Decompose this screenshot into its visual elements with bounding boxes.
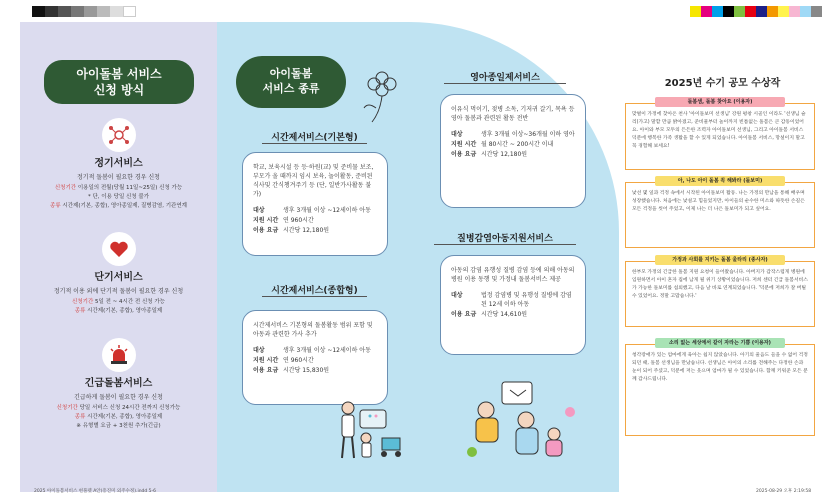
detail-row: [451, 130, 575, 139]
types-label: 종류: [50, 203, 61, 209]
color-bar-left: [32, 6, 136, 17]
entry-box: [625, 344, 815, 436]
illness-label: 질병감염아동지원서비스: [457, 234, 553, 244]
detail-row: [253, 226, 377, 235]
network-icon: [102, 118, 136, 152]
siren-icon: [102, 338, 136, 372]
detail-row: [253, 356, 377, 365]
service-period: [20, 404, 217, 413]
caregiver-babies-illustration: [462, 372, 582, 472]
combined-details: [253, 346, 377, 375]
infant-label: 영아종일제서비스: [470, 73, 540, 83]
entry-head: 돌봄샘, 돌봄 찾아요 (이용자): [655, 97, 785, 107]
types-value: 시간제(기본, 종합), 영아종일제, 질병감염, 기관연계: [60, 203, 187, 209]
service-period: [20, 184, 217, 193]
infant-desc: 이유식 먹이기, 젖병 소독, 기저귀 갈기, 목욕 등 영아 돌봄과 관련된 활동 전반: [451, 106, 575, 122]
detail-key: 대상: [451, 131, 463, 138]
detail-key: 이용 요금: [253, 367, 279, 374]
service-desc: 정기적 이용 외에 단기적 돌봄이 필요한 경우 신청: [53, 288, 184, 295]
basic-details: [253, 206, 377, 235]
mid-title-line1: 아이돌봄: [269, 67, 313, 80]
service-name: 긴급돌봄서비스: [84, 378, 153, 389]
entry-body: 낯선 몇 일과 걱정 속에서 시작된 아이돌보미 활동. 나는 가정의 만남을 통해 배우며 성장했습니다. 처음에는 낯설고 힘들었지만, 아이들의 순수한 미소와 따뜻한 손길은 모든 걱정을 씻어 주었고, 이제 나는 더 나은 돌보미가 되고 싶어요.: [632, 191, 805, 212]
detail-row: [451, 310, 575, 319]
entry-head: 가정과 사회를 지키는 돌봄 울타리 (종사자): [655, 255, 785, 265]
service-types: [20, 202, 217, 211]
detail-key: 대상: [451, 292, 463, 299]
detail-row: [253, 346, 377, 355]
service-desc: 긴급하게 돌봄이 필요한 경우 신청: [74, 394, 163, 401]
combined-desc: 시간제서비스 기본형의 돌봄활동 범위 포함 및 아동과 관련한 가사 추가: [253, 322, 373, 338]
combined-label: 시간제서비스(종합형): [271, 286, 358, 296]
service-period: [20, 298, 217, 307]
detail-key: 이용 요금: [253, 227, 279, 234]
contest-title: 2025년 수기 공모 수상작: [664, 78, 781, 89]
entry-box: [625, 261, 815, 327]
infant-underline: [444, 83, 566, 84]
detail-value: 생후 3개월 이상 ~12세이하 아동: [283, 207, 371, 214]
entry-box: [625, 182, 815, 248]
footer-right: 2025-08-29 오후 2:19:58: [756, 489, 812, 494]
service-desc: 정기적 돌봄이 필요한 경우 신청: [77, 174, 160, 181]
detail-row: [451, 291, 575, 309]
left-title-banner: [44, 60, 194, 104]
types-value: 시간제(기본, 종합), 영아종일제: [85, 414, 163, 420]
left-title-line1: 아이돌봄 서비스: [76, 67, 162, 81]
service-note: * 단, 이용 당일 신청 불가: [87, 194, 150, 200]
entry-body: 청각장애가 있는 엄마에게 육아는 쉽지 않았습니다. 아기의 울음도 들을 수 없어 걱정되던 때, 돌봄 선생님을 만났습니다. 선생님은 아이의 소리를 전해주는 다정한 손과 눈이 되어 주셨고, 덕분에 저는 웃으며 엄마가 될 수 있었습니다. 함께 키워준 모든 분께 감사드립니다.: [632, 353, 808, 382]
infant-card: [440, 94, 586, 208]
detail-key: 대상: [253, 347, 265, 354]
basic-desc: 학교, 보육시설 등 등·하원(교) 및 준비물 보조, 부모가 올 때까지 임시 보육, 놀이활동, 준비된 식사및 간식챙겨주기 등 (단, 일반가사활동 불가): [253, 164, 374, 198]
period-value: 당일 서비스 신청 24시간 전까지 신청가능: [77, 405, 181, 411]
entry-box: [625, 103, 815, 170]
detail-key: 대상: [253, 207, 265, 214]
detail-value: 생후 3개월 이상 ~12세이하 아동: [283, 347, 371, 354]
service-name: 정기서비스: [94, 158, 143, 169]
service-short: [20, 232, 217, 316]
detail-key: 지원 시간: [253, 217, 279, 224]
detail-key: 이용 요금: [451, 311, 477, 318]
service-name: 단기서비스: [94, 272, 143, 283]
detail-row: [451, 150, 575, 159]
detail-key: 지원 시간: [253, 357, 279, 364]
service-types: [20, 413, 217, 422]
combined-underline: [262, 296, 367, 297]
heart-hand-icon: [102, 232, 136, 266]
detail-value: 연 960시간: [283, 217, 314, 224]
illness-underline: [434, 244, 576, 245]
detail-row: [253, 216, 377, 225]
basic-underline: [262, 143, 367, 144]
types-label: 종류: [74, 308, 86, 314]
detail-key: 이용 요금: [451, 151, 477, 158]
period-label: 신청기간: [56, 405, 78, 411]
mid-title-banner: [236, 56, 346, 108]
detail-key: 지원 시간: [451, 141, 477, 148]
period-label: 신청기간: [54, 185, 77, 191]
illness-details: [451, 291, 575, 319]
illness-card: [440, 255, 586, 355]
entry-body: 맞벌이 가정에 찾아온 천사 '아이돌보미 선생님' 강원 평창 시골인 이라도 '선생님 슬리(가고) 말할 만큼 밝아졌고, 준비물부터 놀이까지 빈틈없는 돌봄은 큰 감동이었어요. 아이와 부모 모두의 든든한 조력자 아이돌보미 선생님, 그리고 아이돌봄 서비스 덕분에 행복한 가족 생활을 할 수 있게 되었습니다. 아이돌봄 서비스, 망설이지 말고 꼭 경험해 보세요!: [632, 112, 806, 149]
footer-left: 2025 아이돌봄서비스 현풀렛 A안(흥진미 외주수정).indd 5-6: [34, 489, 157, 494]
service-emergency: [20, 338, 217, 431]
types-value: 시간제(기본, 종합), 영아종일제: [85, 308, 163, 314]
period-value: 이용일의 전월(당월 11일~25일) 신청 가능: [76, 185, 183, 191]
entry-body: 한부모 가정의 긴급한 돌봄 지원 요청이 들어왔습니다. 아버지가 갑작스럽게 병원에 입원하면서 아이 혼자 집에 남게 될 위기 상황이었습니다. 저희 센터 긴급 돌봄서비스가 가능한 돌보미를 섭외했고, 다음 날 바로 연계되었습니다. '덕분에 저희가 잘 버틸 수 있었어요. 정말 고맙습니다.': [632, 270, 808, 299]
detail-value: 시간당 14,610원: [481, 311, 528, 318]
flower-icon: [352, 62, 422, 132]
service-extra-fee: ※ 유형별 요금 + 3천원 추가(긴급): [76, 423, 161, 429]
illness-desc: 아동의 감염 유행성 질병 감염 등에 의해 아동의 병원 이용 동행 및 가정내 돌봄서비스 제공: [451, 267, 575, 283]
infant-details: [451, 130, 575, 159]
types-label: 종류: [74, 414, 86, 420]
detail-value: 시간당 12,180원: [481, 151, 528, 158]
family-stroller-illustration: [330, 388, 410, 478]
detail-row: [451, 140, 575, 149]
detail-value: 시간당 15,830원: [283, 367, 330, 374]
service-types: [20, 307, 217, 316]
service-regular: [20, 118, 217, 211]
basic-label: 시간제서비스(기본형): [271, 133, 358, 143]
period-value: 5일 전 ~ 4시간 전 신청 가능: [93, 299, 165, 305]
color-bar-right: [690, 6, 822, 17]
detail-value: 법정 감염병 및 유행성 질병에 감염된 12세 이하 아동: [481, 292, 572, 308]
period-label: 신청기간: [72, 299, 94, 305]
entry-head: 아, 나도 아이 돌봄 꼭 해봐라 (돌보미): [655, 176, 785, 186]
detail-value: 생후 3개월 이상~36개월 이하 영아: [481, 131, 575, 138]
entry-head: 소리 없는 세상에서 같이 자라는 기쁨 (이용자): [655, 338, 785, 348]
detail-row: [253, 366, 377, 375]
detail-value: 시간당 12,180원: [283, 227, 330, 234]
detail-value: 월 80시간 ~ 200시간 이내: [481, 141, 554, 148]
detail-value: 연 960시간: [283, 357, 314, 364]
detail-row: [253, 206, 377, 215]
mid-title-line2: 서비스 종류: [262, 82, 320, 95]
left-title-line2: 신청 방식: [93, 83, 145, 97]
basic-card: [242, 152, 388, 256]
